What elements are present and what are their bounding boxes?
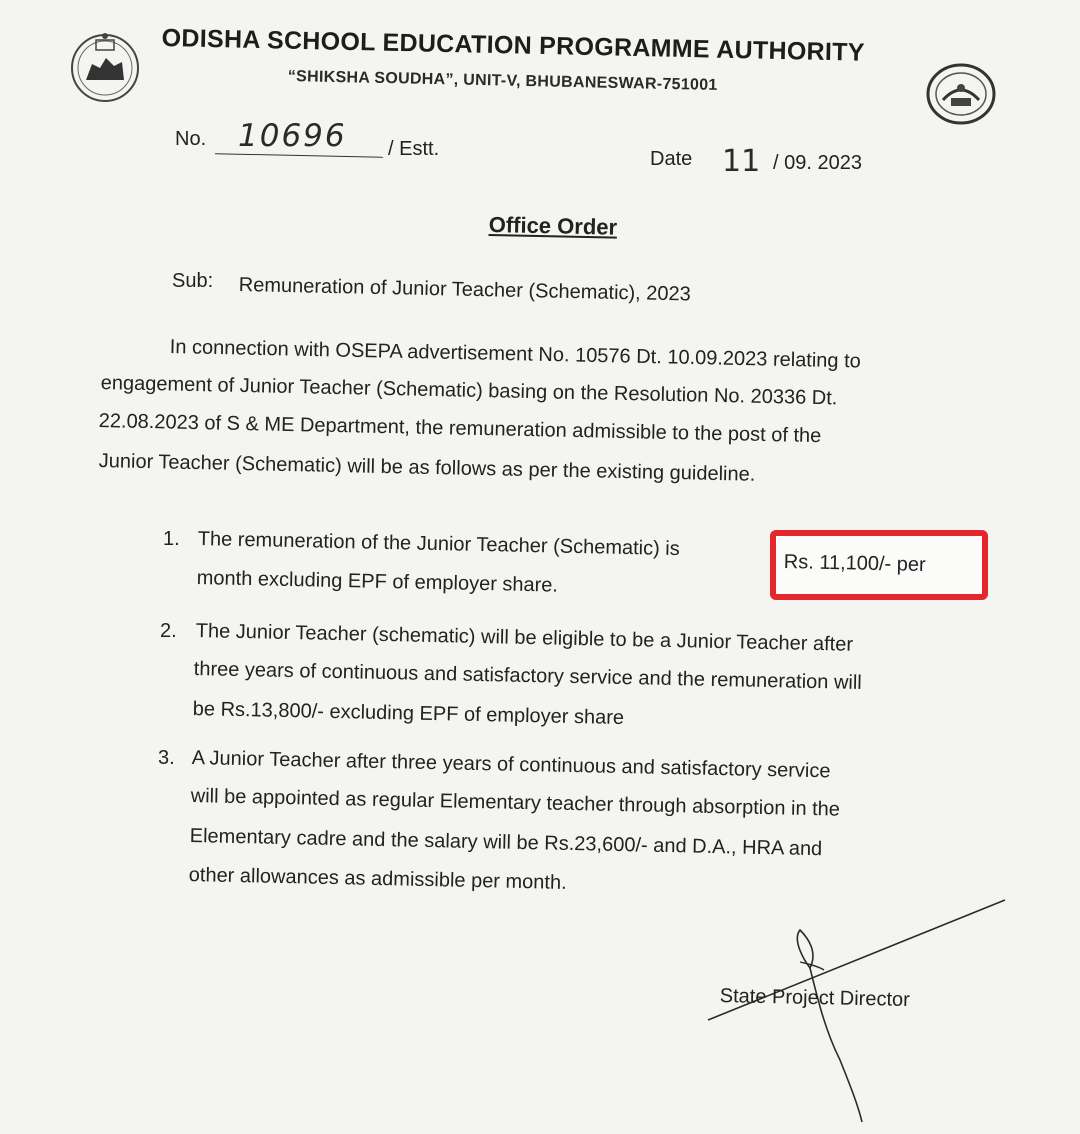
item-line: three years of continuous and satisfactory service and the remuneration will [193, 658, 862, 694]
order-heading: Office Order [488, 212, 618, 240]
item-line: month excluding EPF of employer share. [196, 567, 559, 597]
subject-label: Sub: [172, 270, 214, 292]
item-line: other allowances as admissible per month. [188, 864, 567, 894]
date-day: 11 [722, 144, 761, 179]
signatory-title: State Project Director [719, 985, 911, 1011]
item-number: 2. [160, 620, 177, 642]
item-line: A Junior Teacher after three years of continuous and satisfactory service [191, 747, 831, 783]
item-line: be Rs.13,800/- excluding EPF of employer share [192, 698, 625, 730]
odisha-emblem-icon [68, 28, 142, 104]
subject-text: Remuneration of Junior Teacher (Schematic), 2023 [238, 274, 691, 306]
highlighted-amount: Rs. 11,100/- per [783, 551, 926, 576]
reference-suffix: / Estt. [388, 138, 440, 160]
item-line: The Junior Teacher (schematic) will be eligible to be a Junior Teacher after [195, 620, 854, 656]
intro-line: engagement of Junior Teacher (Schematic) basing on the Resolution No. 20336 Dt. [100, 372, 838, 410]
item-number: 3. [158, 747, 175, 769]
item-number: 1. [163, 528, 180, 550]
org-name: ODISHA SCHOOL EDUCATION PROGRAMME AUTHORITY [161, 24, 866, 67]
date-month-year: / 09. 2023 [773, 152, 862, 174]
org-address: “SHIKSHA SOUDHA”, UNIT-V, BHUBANESWAR-751001 [287, 68, 718, 94]
intro-line: Junior Teacher (Schematic) will be as follows as per the existing guideline. [98, 450, 756, 486]
item-line: Elementary cadre and the salary will be Rs.23,600/- and D.A., HRA and [189, 825, 823, 861]
date-label: Date [650, 148, 693, 170]
item-line: will be appointed as regular Elementary teacher through absorption in the [190, 785, 841, 821]
reference-number: 10696 [238, 118, 347, 154]
samagra-shiksha-logo-icon [925, 62, 997, 126]
intro-line: 22.08.2023 of S & ME Department, the remuneration admissible to the post of the [98, 410, 822, 448]
item-line: The remuneration of the Junior Teacher (Schematic) is [197, 528, 680, 561]
reference-no-label: No. [175, 128, 207, 150]
intro-line: In connection with OSEPA advertisement No. 10576 Dt. 10.09.2023 relating to [169, 336, 862, 373]
